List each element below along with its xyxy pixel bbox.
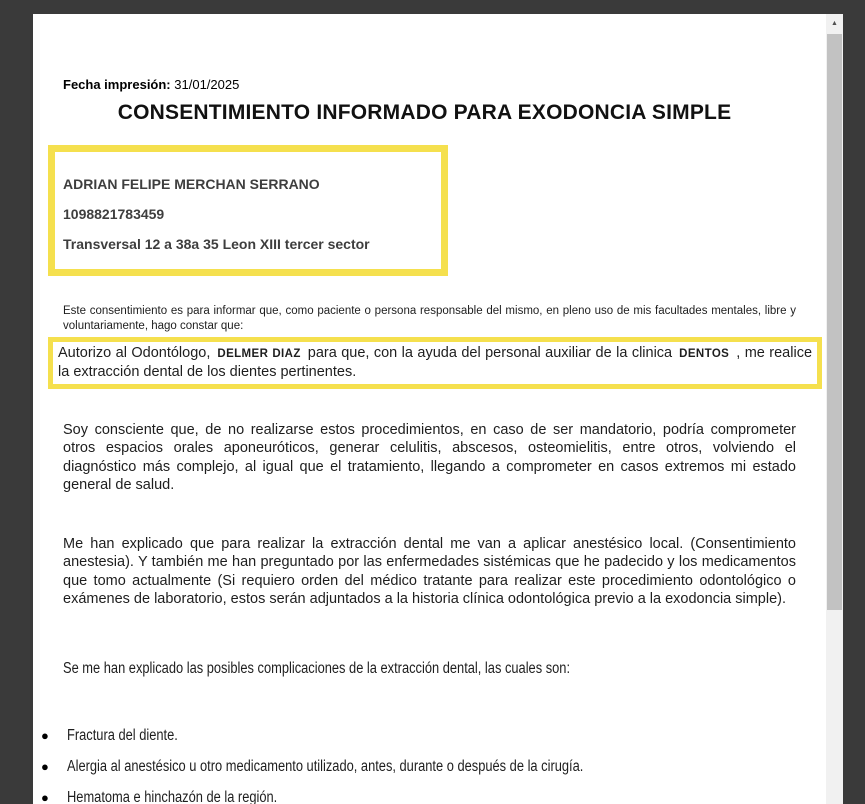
complications-list xyxy=(41,726,811,804)
patient-address: Transversal 12 a 38a 35 Leon XIII tercer sector xyxy=(63,236,370,252)
consent-intro-paragraph: Este consentimiento es para informar que, como paciente o persona responsable del mismo, en pleno uso de mis facultades mentales, libre y voluntariamente, hago constar que: xyxy=(63,305,796,332)
print-date-label: Fecha impresión: xyxy=(63,77,171,92)
vertical-scrollbar[interactable] xyxy=(826,14,843,804)
authorization-text-1: Autorizo al Odontólogo, xyxy=(58,345,211,361)
complication-text: Hematoma e hinchazón de la región. xyxy=(67,789,278,804)
bullet-icon: ● xyxy=(41,759,49,774)
page-title: CONSENTIMIENTO INFORMADO PARA EXODONCIA SIMPLE xyxy=(117,101,732,124)
document-page xyxy=(33,14,826,804)
patient-info-box xyxy=(48,145,448,276)
list-item xyxy=(41,788,811,804)
scrollbar-up-button[interactable] xyxy=(826,14,843,32)
print-date-line xyxy=(63,77,239,92)
risk-paragraph: Soy consciente que, de no realizarse estos procedimientos, en caso de ser mandatorio, podría comprometer otros espacios orales aponeuróticos, generar celulitis, abscesos, osteomielitis, entre otros, volviendo el diagnóstico más complejo, al igual que el tratamiento, llegando a comprometer en casos extremos mi estado general de salud. xyxy=(63,422,796,493)
clinic-name: DENTOS xyxy=(679,348,730,360)
list-item xyxy=(41,726,811,745)
scrollbar-thumb[interactable] xyxy=(827,34,842,610)
authorization-box xyxy=(48,337,822,389)
bullet-icon: ● xyxy=(41,790,49,804)
complications-intro: Se me han explicado las posibles complicaciones de la extracción dental, las cuales son: xyxy=(63,660,571,677)
complication-text: Alergia al anestésico u otro medicamento utilizado, antes, durante o después de la cirugía. xyxy=(67,758,584,775)
dentist-name: DELMER DIAZ xyxy=(217,348,301,360)
list-item xyxy=(41,757,811,776)
patient-id: 1098821783459 xyxy=(63,206,165,222)
anesthesia-paragraph: Me han explicado que para realizar la extracción dental me van a aplicar anestésico local. (Consentimiento anestesia). Y también me han preguntado por las enfermedades sistémicas que he padecido y los medicamentos que tomo actualmente (Si requiero orden del médico tratante para realizar este procedimiento odontológico o exámenes de laboratorio, estos serán adjuntados a la historia clínica odontológica previo a la exodoncia simple). xyxy=(63,536,796,607)
authorization-text-3: , me realice la extracción dental de los dientes pertinentes. xyxy=(58,345,813,380)
patient-name: ADRIAN FELIPE MERCHAN SERRANO xyxy=(63,176,320,192)
authorization-text-2: para que, con la ayuda del personal auxiliar de la clinica xyxy=(307,345,673,361)
print-date-value: 31/01/2025 xyxy=(174,77,240,92)
complication-text: Fractura del diente. xyxy=(67,727,178,744)
scroll-up-icon: ▲ xyxy=(831,19,838,27)
bullet-icon: ● xyxy=(41,728,49,743)
